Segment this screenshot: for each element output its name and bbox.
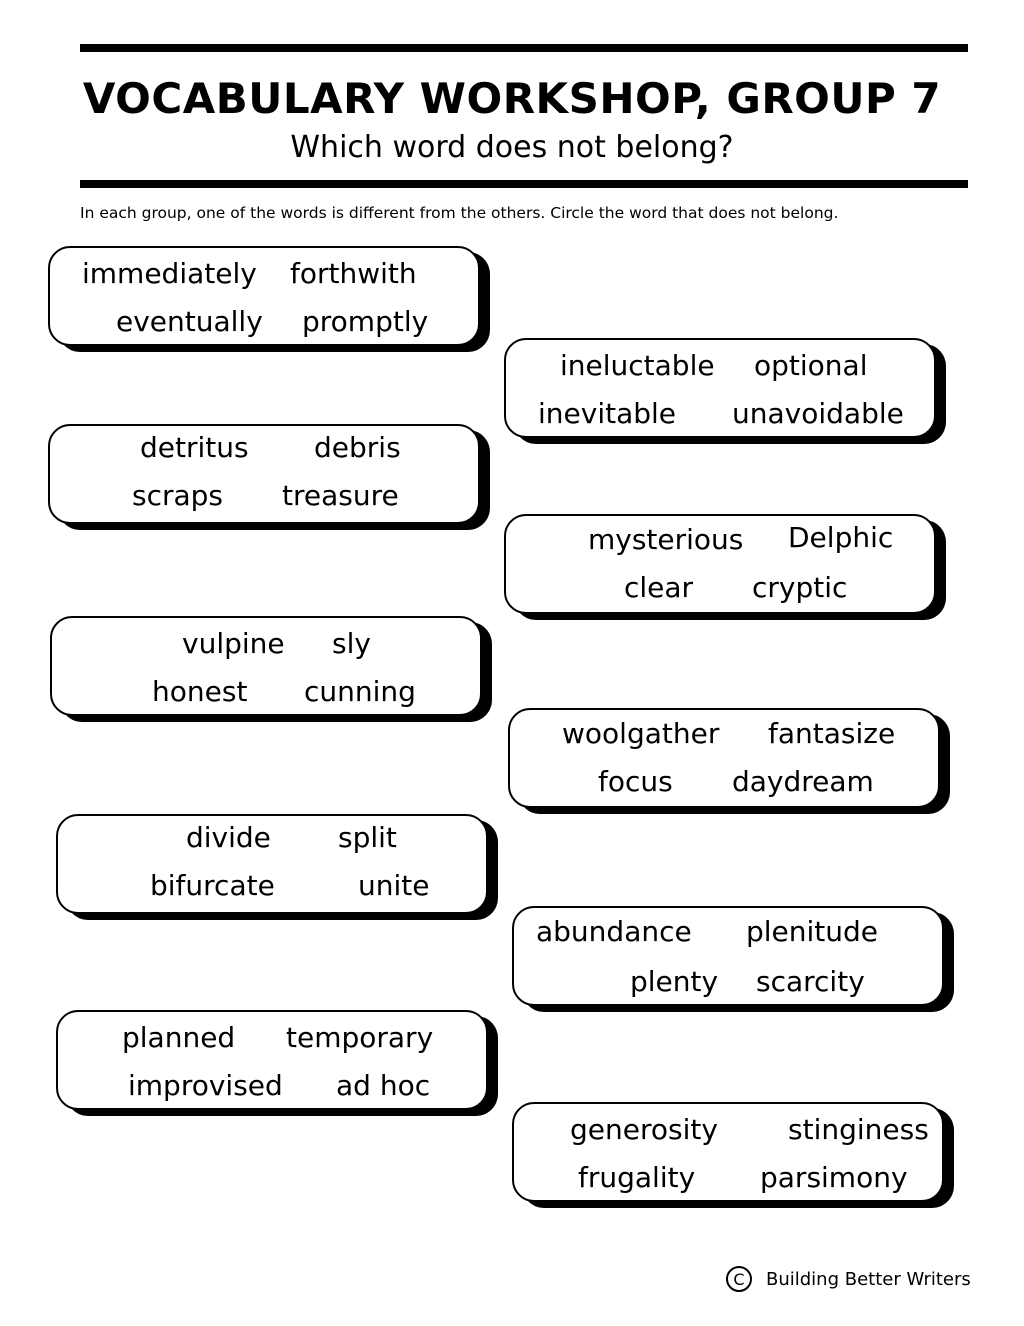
- footer-credit: Building Better Writers: [766, 1268, 971, 1290]
- word-option[interactable]: temporary: [286, 1021, 434, 1054]
- word-option[interactable]: eventually: [116, 305, 263, 338]
- word-option[interactable]: plenitude: [746, 915, 879, 948]
- page-title: VOCABULARY WORKSHOP, GROUP 7: [82, 74, 942, 123]
- word-option[interactable]: focus: [598, 765, 673, 798]
- word-group-card: [512, 906, 944, 1006]
- top-rule: [80, 44, 968, 52]
- word-option[interactable]: treasure: [282, 479, 399, 512]
- word-group-card: [48, 246, 480, 346]
- word-option[interactable]: mysterious: [588, 523, 744, 556]
- word-option[interactable]: plenty: [630, 965, 719, 998]
- word-group-card: [48, 424, 480, 524]
- word-option[interactable]: frugality: [578, 1161, 696, 1194]
- word-option[interactable]: cunning: [304, 675, 416, 708]
- word-option[interactable]: split: [338, 821, 397, 854]
- word-option[interactable]: honest: [152, 675, 248, 708]
- word-option[interactable]: cryptic: [752, 571, 848, 604]
- word-option[interactable]: immediately: [82, 257, 257, 290]
- word-group-card: [56, 814, 488, 914]
- word-option[interactable]: ineluctable: [560, 349, 715, 382]
- word-option[interactable]: woolgather: [562, 717, 720, 750]
- instructions: In each group, one of the words is different from the others. Circle the word that does not belong.: [80, 204, 839, 222]
- word-option[interactable]: debris: [314, 431, 401, 464]
- word-option[interactable]: daydream: [732, 765, 874, 798]
- word-option[interactable]: generosity: [570, 1113, 718, 1146]
- word-option[interactable]: improvised: [128, 1069, 283, 1102]
- word-option[interactable]: scarcity: [756, 965, 865, 998]
- word-option[interactable]: unite: [358, 869, 430, 902]
- word-option[interactable]: optional: [754, 349, 868, 382]
- word-option[interactable]: bifurcate: [150, 869, 275, 902]
- word-option[interactable]: fantasize: [768, 717, 896, 750]
- word-option[interactable]: ad hoc: [336, 1069, 431, 1102]
- footer: [726, 1266, 971, 1292]
- word-group-card: [504, 514, 936, 614]
- word-option[interactable]: scraps: [132, 479, 224, 512]
- word-group-card: [56, 1010, 488, 1110]
- word-option[interactable]: vulpine: [182, 627, 285, 660]
- page-subtitle: Which word does not belong?: [290, 130, 734, 165]
- word-group-card: [504, 338, 936, 438]
- word-option[interactable]: promptly: [302, 305, 429, 338]
- word-option[interactable]: abundance: [536, 915, 692, 948]
- word-option[interactable]: unavoidable: [732, 397, 904, 430]
- word-option[interactable]: inevitable: [538, 397, 677, 430]
- word-group-card: [508, 708, 940, 808]
- word-option[interactable]: stinginess: [788, 1113, 929, 1146]
- word-option[interactable]: forthwith: [290, 257, 417, 290]
- bottom-rule: [80, 180, 968, 188]
- word-group-card: [50, 616, 482, 716]
- word-option[interactable]: clear: [624, 571, 694, 604]
- word-option[interactable]: Delphic: [788, 521, 894, 554]
- word-option[interactable]: sly: [332, 627, 371, 660]
- copyright-icon: C: [726, 1266, 752, 1292]
- word-option[interactable]: parsimony: [760, 1161, 908, 1194]
- word-option[interactable]: divide: [186, 821, 271, 854]
- word-option[interactable]: planned: [122, 1021, 236, 1054]
- word-option[interactable]: detritus: [140, 431, 249, 464]
- word-group-card: [512, 1102, 944, 1202]
